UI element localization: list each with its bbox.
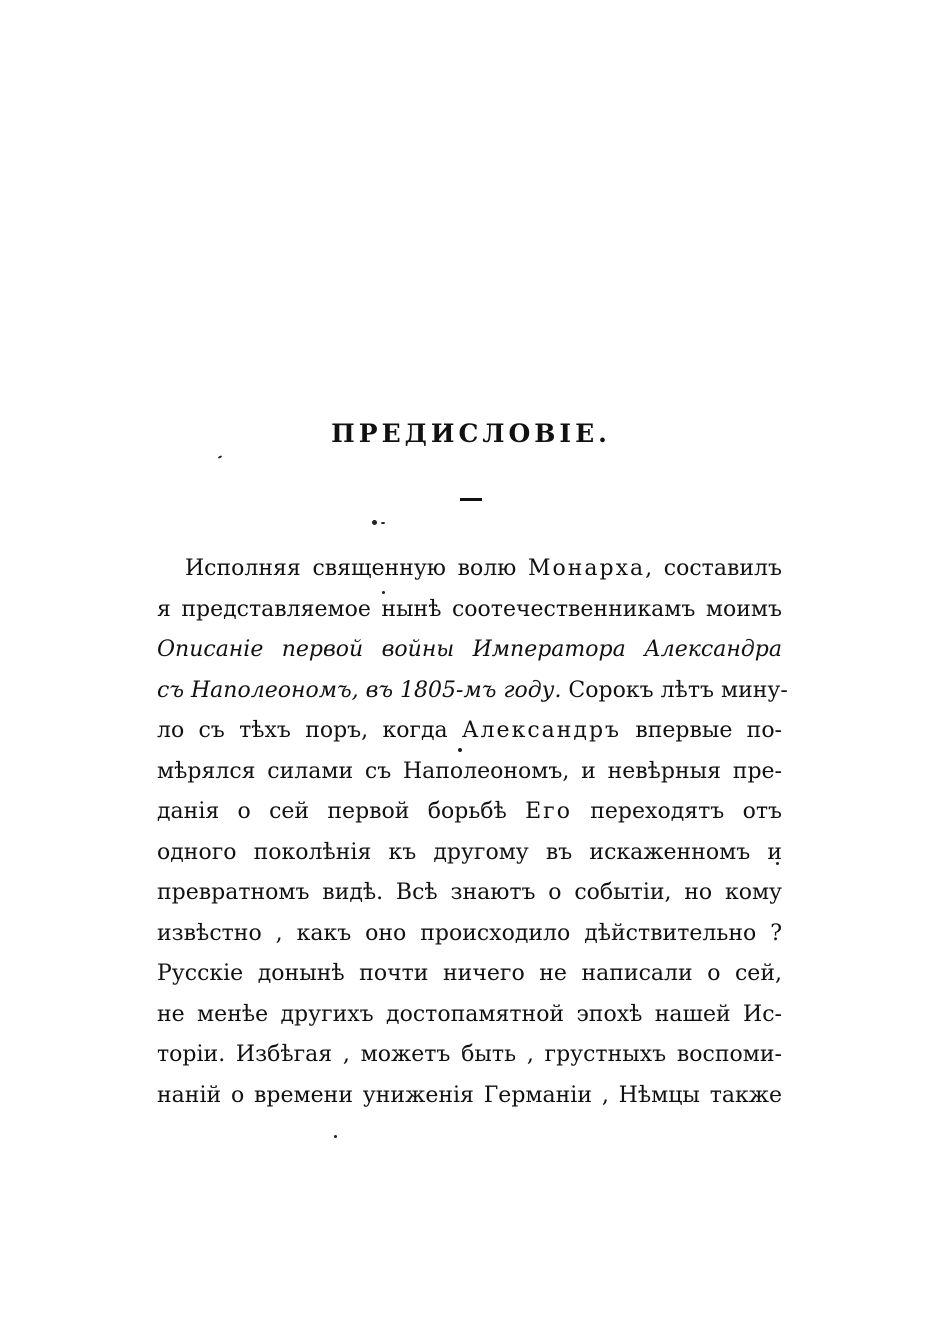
text-fragment: одного поколѣнія къ другому въ искаженномъ и xyxy=(157,839,782,865)
text-fragment: Описаніе первой войны Императора Александра xyxy=(157,637,782,662)
text-line xyxy=(157,711,782,752)
text-fragment: не менѣе другихъ достопамятной эпохѣ нашей Ис- xyxy=(157,1001,782,1027)
scan-speck xyxy=(334,1135,337,1138)
text-fragment: Монарха xyxy=(527,556,646,581)
text-line xyxy=(157,590,782,631)
text-line xyxy=(157,671,788,712)
text-line xyxy=(157,630,782,671)
text-fragment: переходятъ отъ xyxy=(571,799,782,824)
title-divider xyxy=(460,498,482,501)
scan-speck xyxy=(218,455,222,459)
scan-speck xyxy=(372,520,377,525)
text-fragment: данія о сей первой борьбѣ xyxy=(157,799,526,824)
text-fragment: Сорокъ лѣтъ мину- xyxy=(561,677,788,703)
text-fragment: я представляемое нынѣ соотечественникамъ моимъ xyxy=(157,596,782,622)
preface-paragraph xyxy=(157,549,788,1116)
text-fragment: превратномъ видѣ. Всѣ знаютъ о событіи, но кому xyxy=(157,880,782,905)
scan-speck xyxy=(381,522,385,524)
text-line xyxy=(157,1076,782,1117)
text-fragment: съ Наполеономъ, въ 1805-мъ году. xyxy=(157,677,562,703)
text-fragment: Русскіе донынѣ почти ничего не написали о сей, xyxy=(157,961,782,986)
text-line xyxy=(157,995,782,1036)
text-line xyxy=(157,1035,782,1076)
text-fragment: ло съ тѣхъ поръ, когда xyxy=(157,718,462,743)
text-line xyxy=(157,833,782,874)
text-fragment: Его xyxy=(525,799,572,824)
text-fragment: впервые по- xyxy=(621,718,782,743)
text-fragment: извѣстно , какъ оно происходило дѣйствительно ? xyxy=(157,920,782,946)
text-line xyxy=(157,792,782,833)
text-line xyxy=(157,873,782,914)
text-line xyxy=(157,752,782,793)
text-line xyxy=(157,549,782,590)
text-line xyxy=(157,954,782,995)
text-fragment: торіи. Избѣгая , можетъ быть , грустныхъ воспоми- xyxy=(157,1042,782,1067)
text-fragment: мѣрялся силами съ Наполеономъ, и невѣрныя пре- xyxy=(157,758,782,784)
text-fragment: Исполняя священную волю xyxy=(185,556,528,581)
text-fragment: , составилъ xyxy=(645,556,782,581)
text-fragment: наній о времени униженія Германіи , Нѣмцы также xyxy=(157,1082,782,1108)
text-fragment: Александръ xyxy=(461,718,622,743)
page-title: ПРЕДИСЛОВІЕ. xyxy=(331,419,611,448)
text-line xyxy=(157,914,782,955)
